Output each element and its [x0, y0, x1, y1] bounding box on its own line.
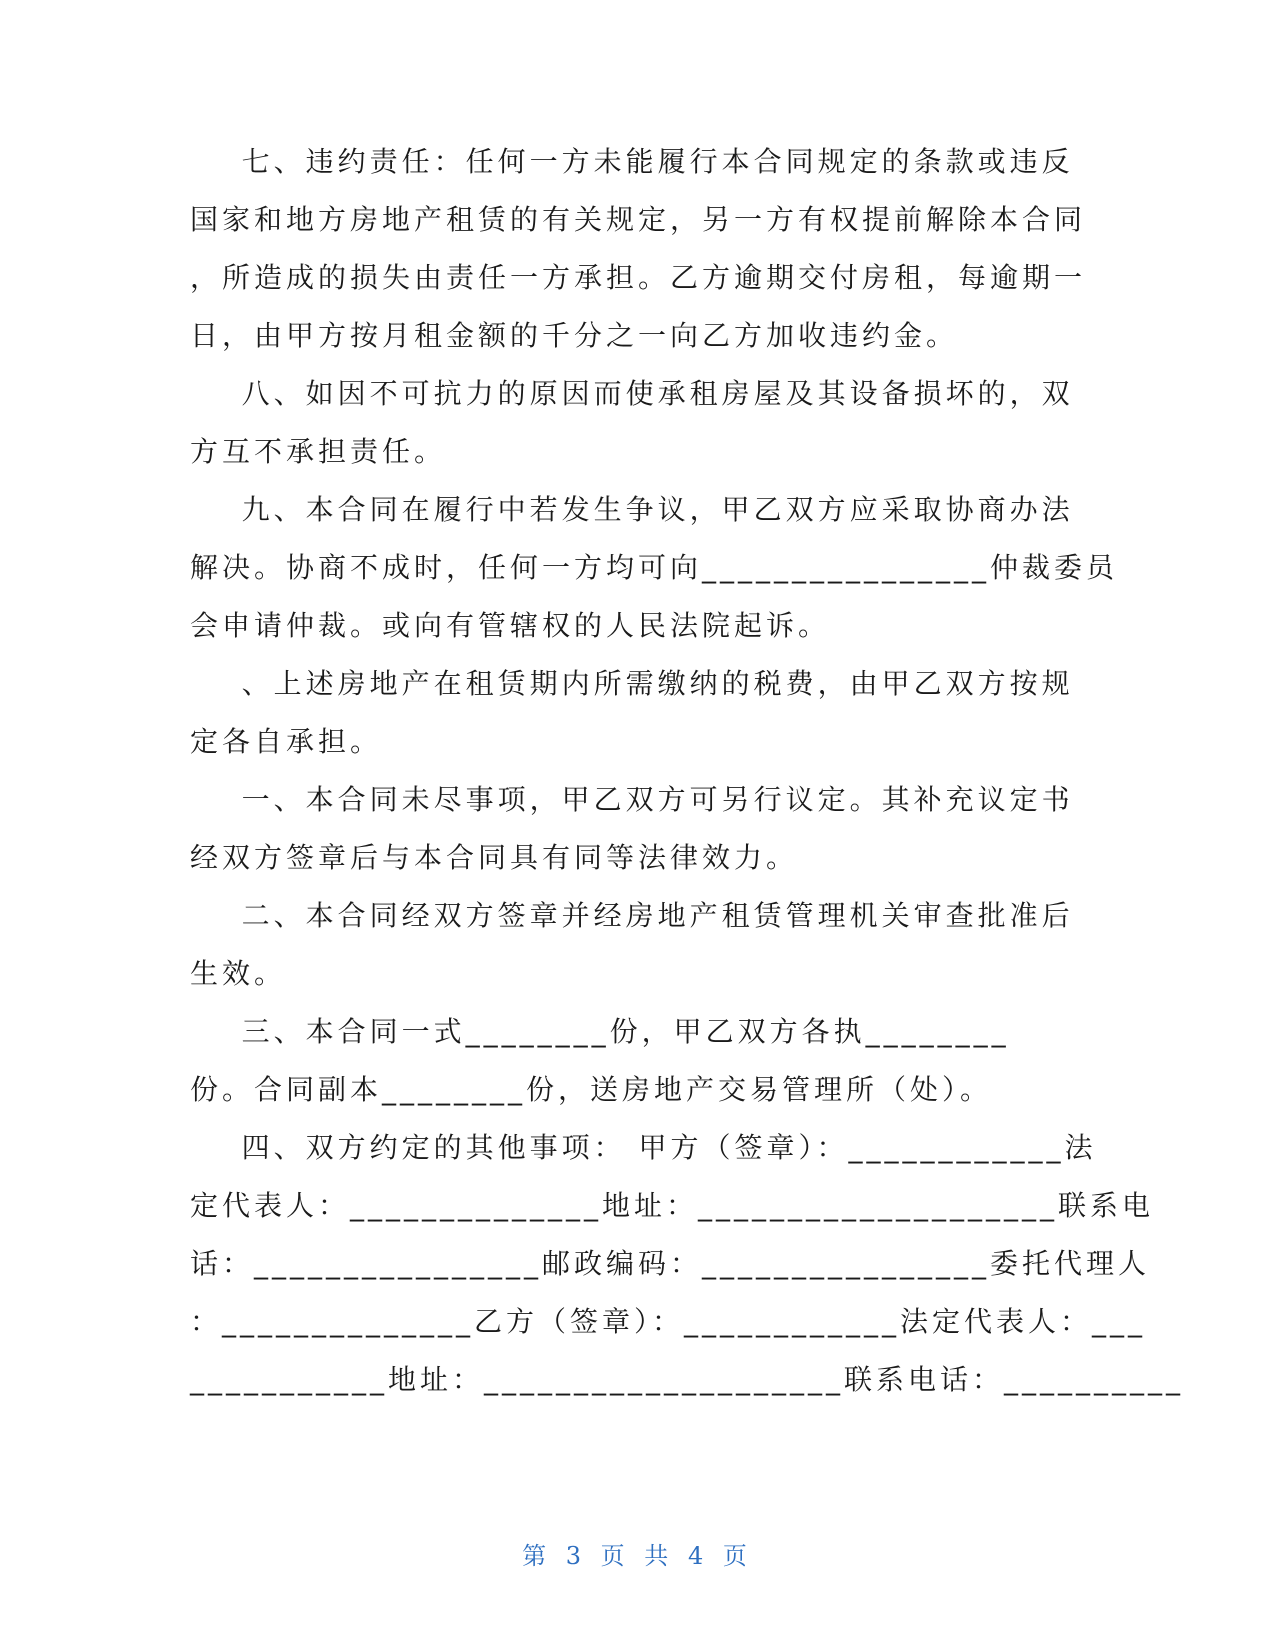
text-line: 九、本合同在履行中若发生争议，甲乙双方应采取协商办法: [190, 493, 1074, 526]
text-line: ，所造成的损失由责任一方承担。乙方逾期交付房租，每逾期一: [190, 261, 1087, 294]
text-line: 生效。: [190, 957, 287, 990]
text-line: 话：________________邮政编码：________________委托代理人: [190, 1247, 1151, 1280]
text-line: 定各自承担。: [190, 725, 383, 758]
text-line: 解决。协商不成时，任何一方均可向________________仲裁委员: [190, 551, 1119, 584]
text-line: 定代表人：______________地址：____________________联系电: [190, 1189, 1155, 1222]
text-line: 经双方签章后与本合同具有同等法律效力。: [190, 841, 799, 874]
page-number: 第 3 页 共 4 页: [522, 1542, 753, 1570]
text-line: 四、双方约定的其他事项： 甲方（签章）：____________法: [190, 1131, 1097, 1164]
text-line: 一、本合同未尽事项，甲乙双方可另行议定。其补充议定书: [190, 783, 1074, 816]
text-line: 份。合同副本________份，送房地产交易管理所（处）。: [190, 1073, 993, 1106]
text-line: 方互不承担责任。: [190, 435, 447, 468]
text-line: 日，由甲方按月租金额的千分之一向乙方加收违约金。: [190, 319, 959, 352]
text-line: 七、违约责任：任何一方未能履行本合同规定的条款或违反: [190, 145, 1074, 178]
text-line: ___________地址：____________________联系电话：__________: [190, 1363, 1185, 1396]
text-line: ：______________乙方（签章）：____________法定代表人：___: [190, 1305, 1147, 1338]
text-line: 八、如因不可抗力的原因而使承租房屋及其设备损坏的，双: [190, 377, 1074, 410]
text-line: 会申请仲裁。或向有管辖权的人民法院起诉。: [190, 609, 831, 642]
text-line: 二、本合同经双方签章并经房地产租赁管理机关审查批准后: [190, 899, 1074, 932]
text-line: 、上述房地产在租赁期内所需缴纳的税费，由甲乙双方按规: [190, 667, 1074, 700]
text-line: 三、本合同一式________份，甲乙双方各执________: [190, 1015, 1010, 1048]
text-line: 国家和地方房地产租赁的有关规定，另一方有权提前解除本合同: [190, 203, 1087, 236]
